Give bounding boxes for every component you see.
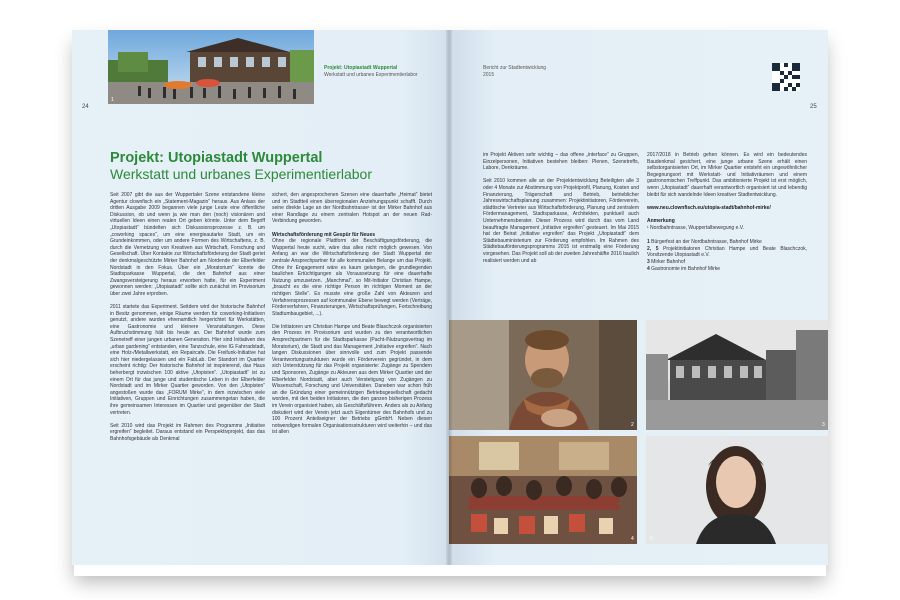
left-column-2 (272, 192, 432, 443)
photo-mirker-bahnhof (646, 320, 828, 430)
running-header-right (483, 65, 546, 79)
paragraph: Seit 2007 gibt die aus der Wuppertaler Szene entstandene kleine Agentur clownfisch ein „Statement-Magazin“ heraus. Aus Anlass der dritten Ausgabe 2009 begannen viele junge Leute eine öffentliche Diskussion, ob und wenn ja wie man den (noch) visionären und virtuellen Ideen einen realen Ort geben könnte. Unter dem Begriff „Utopiastadt“ bündelten sich Diskussionsprozesse z. B. um „coworking spaces“, um eine energieautarke Stadt, um ein Grundeinkommen, oder um andere Formen des Wirtschaftens, z. B. durch die Vernetzung von Kreativen aus Wirtschaft, Forschung und Gesellschaft. Über Kontakte zur Wirtschaftsförderung der Stadt geriet der denkmalgeschützte Mirker Bahnhof am Nordende der Elberfelder Nordstadt in den Fokus. Über ein „Moratorium“ konnte die Stadtsparkasse Wuppertal, die den Bahnhof aus einer Zwangsversteigerung heraus erworben hatte, für ein Experiment gewonnen werden: „Utopiastadt“ sollte sich zunächst im Provisorium über zwei Jahre erproben. (110, 192, 265, 297)
page-number-right: 25 (810, 104, 817, 110)
caption-item: 4 Gastronomie im Bahnhof Mirke (647, 265, 721, 272)
page-gutter (446, 30, 452, 565)
qr-code-icon[interactable] (772, 63, 800, 91)
note-heading: Anmerkung (647, 217, 675, 224)
right-page (449, 30, 828, 565)
running-header-title: Projekt: Utopiastadt Wuppertal (324, 65, 398, 71)
caption-item: 3 Mirker Bahnhof (647, 258, 686, 265)
caption-item: 2, 5 Projektinitiatoren Christian Hampe und Beate Blaschczok, Vorsitzende Utopiastadt e.V. (647, 245, 808, 259)
paragraph: im Projekt Aktiven sehr wichtig – das offene „interface“ zu Gruppen, Einzelpersonen, Initiativen bestehen bleiben: Plenen, Szenetreffs, Labore, Denkräume. (483, 152, 639, 172)
running-header-left (324, 65, 444, 79)
paragraph: sichert, den angesprochenen Szenen eine dauerhafte „Heimat“ bietet und im Stadtteil einen überregionalen Anziehungspunkt schafft. Durch seine direkte Lage an der Nordbahntrasse¹ ist der Mirker Bahnhof aus einer Randlage zu einem zentralen Hotspot an der neuen Rad-Verbindung geworden. (272, 192, 432, 225)
report-year: 2015 (483, 72, 495, 78)
right-column-2 (647, 152, 807, 272)
section-heading: Wirtschaftsförderung mit Gespür für Neues (272, 231, 376, 238)
article-subtitle: Werkstatt und urbanes Experimentierlabor (110, 166, 372, 182)
left-column-1 (110, 192, 265, 449)
page-number-left: 24 (82, 104, 89, 110)
photo-marker-2: 2 (631, 422, 634, 428)
project-link[interactable]: www.neu.clownfisch.eu/utopia-stadt/bahnhof-mirke/ (647, 204, 771, 211)
running-header-subtitle: Werkstatt und urbanes Experimentierlabor (324, 72, 418, 78)
paragraph: Die Initiatoren um Christian Hampe und Beate Blaschczok organisierten den Prozess im Provisorium und wurden zu den verantwortlichen Ansprechpartnern für die Stadtsparkasse (Pacht-/Nutzungsvertrag im Moratorium), die Stadt und das Management „Initiative ergreifen“. Nach langen Diskussionen über sinnvolle und zum Projekt passende Verantwortungsstrukturen wurde ein Förderverein gegründet, in dem sich Unterstützung für das Projekt organisierte: Zugänge zu Spendern und Sponsoren, Zugänge zu Akteuren aus dem Mirker Quartier und der Elberfelder Nordstadt, aber auch Verstetigung von Zugängen zu Wissenschaft, Forschung und Universitäten. Daneben war schon früh an die Gründung einer gemeinnützigen Betriebsgesellschaft gedacht worden, mit den beiden Initiatoren, die den ganzen bisherigen Prozess im Verein organisiert haben, als Geschäftsführern. Anders als zu Anfang diskutiert wird der Verein jetzt auch Eigentümer des Bahnhofs und zu 100 Prozent Anteilseigner der Betriebs gGmbH. Neben diesen notwendigen formalen Organisationsstrukturen wird weiterhin – und das ist allen (272, 323, 432, 436)
photo-marker-3: 3 (822, 422, 825, 428)
photo-woman-portrait (646, 436, 828, 544)
paragraph: Seit 2010 kommen alle an der Projektentwicklung Beteiligten alle 3 oder 4 Monate zur Abstimmung von Projektprofil, Planung, Kosten und Finanzierung, Trägerschaft und Betrieb, betrieblicher Jahreswirtschaftsplanung zusammen: Projektinitiatoren, Förderverein, städtische Vertreter aus Wirtschaftsförderung, Planung und zentralem Fördermanagement, Stadtsparkasse, Architekten, punktuell auch Unternehmensberater. Dieser Prozess wird durch das vom Land beauftragte Management „Initiative ergreifen“ gesteuert. Im Mai 2015 hat der Beirat „Initiative ergreifen“ das Projekt „Utopiastadt“ dem Städtebauministerium zur Förderung empfohlen. Im Rahmen des Städtebauförderungsprogramms 2015 ist erstmalig eine Förderung vorgesehen. Das Projekt soll ab der zweiten Jahreshälfte 2016 baulich realisiert werden und ab (483, 178, 639, 264)
left-page (72, 30, 449, 565)
festival-illustration (108, 30, 314, 104)
paragraph: Ohne die regionale Plattform der Beschäftigungsförderung, die Wuppertal heute sucht, wäre das alles nicht möglich gewesen. Von Anfang an war die Wirtschaftsförderung der Stadt Wuppertal der zentrale Ansprechpartner für alle kommunalen Belange um das Projekt. Ohne ihr Engagement wäre es kaum gelungen, die grundlegenden baulichen Ertüchtigungen als Voraussetzung für eine dauerhafte Nutzung umzusetzen. „Manchmal“, so Mit-Initiator Christian Hampe, „braucht es die eine richtige Person im richtigen Moment an der richtigen Stelle“. Es musste eine große Zahl von Akteuren und Verfahrensprozessen auf kommunaler Ebene bewegt werden (Verträge, Förderverfahren, Finanzierungen, Wirtschaftsprüfungen, Fortschreibung Stadtumbaugebiet, ...). (272, 238, 432, 317)
photo-man-portrait (449, 320, 637, 430)
photo-marker-4: 4 (631, 536, 634, 542)
article-title: Projekt: Utopiastadt Wuppertal (110, 150, 323, 166)
caption-item: 1 Bürgerfest an der Nordbahntrasse, Bahnhof Mirke (647, 239, 762, 246)
photo-marker-5: 5 (650, 536, 653, 542)
report-title: Bericht zur Stadtentwicklung (483, 65, 547, 71)
note-text: ¹ Nordbahntrasse, Wuppertalbewegung e.V. (647, 224, 745, 231)
right-column-1 (483, 152, 639, 271)
photo-station-festival (108, 30, 314, 104)
paragraph: 2017/2018 in Betrieb gehen können. Es wird ein bedeutendes Baudenkmal gesichert, eine junge urbane Szene erhält einen selbstorganisierten Ort, im Mirker Quartier entsteht ein ungewöhnlicher Begegnungsort mit Werkstatt- und Initiativräumen und einem gastronomischen Treffpunkt. Das ambitionierte Projekt ist erst möglich, wenn „Utopiastadt“ dauerhaft verantwortlich organisiert ist und lebendig bleibt für sich wandelnde Ideen kreativer Stadtentwicklung. (647, 152, 807, 198)
caption-list (647, 239, 807, 272)
paragraph: Seit 2010 wird das Projekt im Rahmen des Programms „Initiative ergreifen“ begleitet. Daraus entstand ein Perspektivprojekt, das das Bahnhofsgebäude als Denkmal (110, 422, 265, 442)
photo-gastronomy (449, 436, 637, 544)
photo-marker-1: 1 (111, 97, 114, 103)
paragraph: 2011 startete das Experiment. Seitdem wird der historische Bahnhof in Besitz genommen, einige Räume werden für coworking-Initiativen genutzt, andere wurden ehrenamtlich hergerichtet für Werkstätten, eine Gastronomie und kleinere Veranstaltungen. Diese Aufbruchstimmung hält bis heute an. Der Bahnhof wurde zum Szenetreff einer jungen urbanen Generation. Hier sind Initiativen des „urban gardening“ entstanden, eine Tanzschule, eine IG Fahrradstadt, eine Holz-/Metallwerkstatt, ein Repaircafe. Die Freifunk-Initiative hat sich hier niedergelassen und ein FabLab. Der Standort im Quartier erscheint richtig: Der historische Bahnhof ist inspirierend, das Haus beherbergt inzwischen 100 aktive „Utopisten“. „Utopiastadt“ ist zu einem Ort für das junge und studentische Leben in der Elberfelder Nordstadt und im Mirker Quartier geworden. Von den „Utopisten“ angestoßen wurde das „FORUM Mirke“, in dem inzwischen viele Initiativen, Gruppen und Einrichtungen zusammengetan haben, die ihre gemeinsamen Interessen im Quartier und gegenüber der Stadt vertreten. (110, 304, 265, 416)
